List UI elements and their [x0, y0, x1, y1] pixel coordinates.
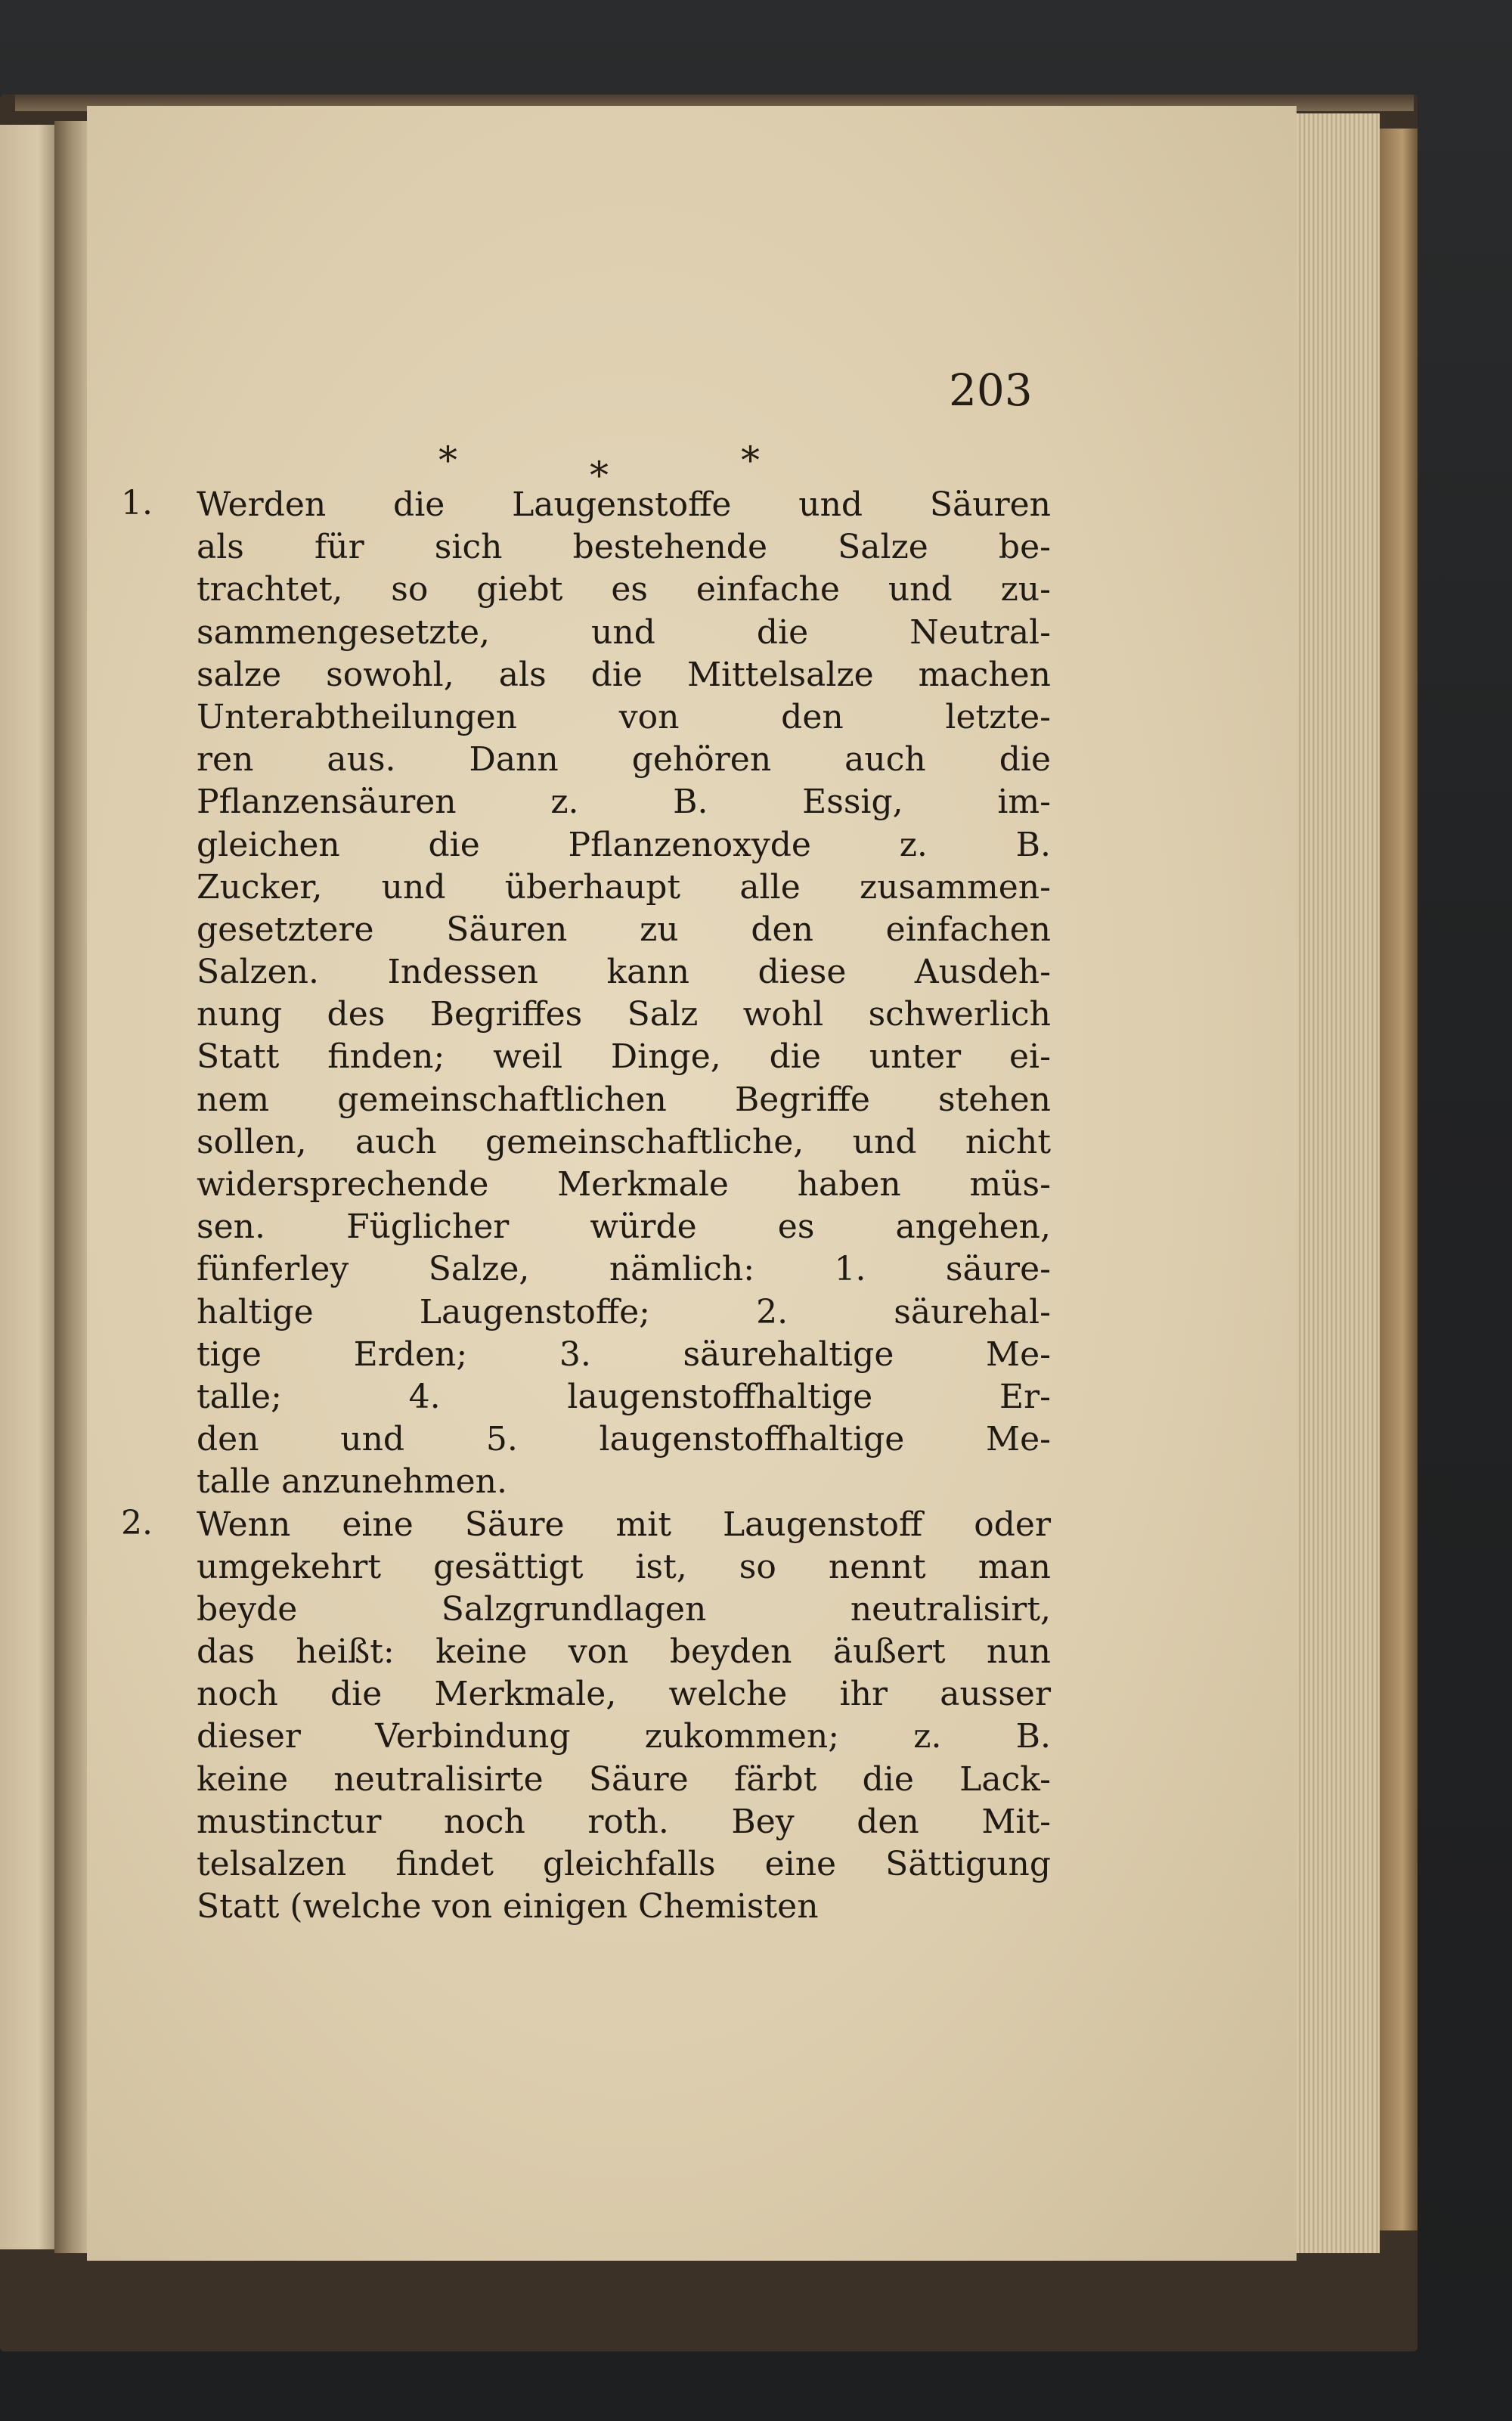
page-block-edges	[1297, 113, 1380, 2253]
body-text	[121, 484, 1051, 1928]
text-line: talle anzunehmen.	[197, 1462, 507, 1502]
text-line: widersprechende Merkmale haben müs-	[197, 1165, 1051, 1204]
text-line: tige Erden; 3. säurehaltige Me-	[197, 1334, 1051, 1374]
text-line: nung des Begriffes Salz wohl schwerlich	[197, 995, 1051, 1034]
text-line: sen. Füglicher würde es angehen,	[197, 1207, 1051, 1247]
separator-asterisk: *	[741, 439, 760, 482]
text-line: haltige Laugenstoffe; 2. säurehal-	[197, 1292, 1051, 1331]
text-line: Salzen. Indessen kann diese Ausdeh-	[197, 953, 1051, 992]
text-line: als für sich bestehende Salze be-	[197, 528, 1051, 567]
book-cover-right-edge	[1380, 129, 1418, 2230]
text-line: trachtet, so giebt es einfache und zu-	[197, 570, 1051, 609]
text-line: sammengesetzte, und die Neutral-	[197, 612, 1051, 652]
text-line: talle; 4. laugenstoffhaltige Er-	[197, 1377, 1051, 1416]
paragraph-number: 1.	[121, 484, 153, 522]
text-line: beyde Salzgrundlagen neutralisirt,	[197, 1589, 1051, 1629]
text-line: ren aus. Dann gehören auch die	[197, 740, 1051, 780]
text-line: den und 5. laugenstoffhaltige Me-	[197, 1420, 1051, 1459]
text-line: mustinctur noch roth. Bey den Mit-	[197, 1802, 1051, 1841]
text-line: Statt (welche von einigen Chemisten	[197, 1887, 819, 1927]
text-line: gesetztere Säuren zu den einfachen	[197, 910, 1051, 949]
text-line: telsalzen findet gleichfalls eine Sättigung	[197, 1845, 1051, 1883]
text-line: nem gemeinschaftlichen Begriffe stehen	[197, 1080, 1051, 1119]
page-number: 203	[949, 364, 1033, 416]
text-line: das heißt: keine von beyden äußert nun	[197, 1632, 1051, 1672]
text-line: Pflanzensäuren z. B. Essig, im-	[197, 783, 1051, 822]
text-line: umgekehrt gesättigt ist, so nennt man	[197, 1547, 1051, 1586]
text-line: Unterabtheilungen von den letzte-	[197, 697, 1051, 736]
text-line: salze sowohl, als die Mittelsalze machen	[197, 655, 1051, 694]
text-line: keine neutralisirte Säure färbt die Lack-	[197, 1759, 1051, 1799]
text-line: Statt finden; weil Dinge, die unter ei-	[197, 1037, 1051, 1077]
paragraph-number: 2.	[121, 1503, 153, 1542]
separator-asterisk: *	[590, 454, 609, 498]
text-line: Zucker, und überhaupt alle zusammen-	[197, 867, 1051, 907]
text-line: gleichen die Pflanzenoxyde z. B.	[197, 825, 1051, 864]
left-page-sliver	[0, 125, 54, 2249]
text-line: Wenn eine Säure mit Laugenstoff oder	[197, 1505, 1051, 1544]
text-line: dieser Verbindung zukommen; z. B.	[197, 1717, 1051, 1756]
text-line: sollen, auch gemeinschaftliche, und nicht	[197, 1122, 1051, 1161]
text-line: fünferley Salze, nämlich: 1. säure-	[197, 1250, 1051, 1289]
section-separator	[438, 439, 801, 498]
text-line: noch die Merkmale, welche ihr ausser	[197, 1675, 1051, 1714]
text-line: Werden die Laugenstoffe und Säuren	[197, 485, 1051, 524]
book-gutter	[54, 121, 88, 2253]
separator-asterisk: *	[438, 439, 457, 482]
